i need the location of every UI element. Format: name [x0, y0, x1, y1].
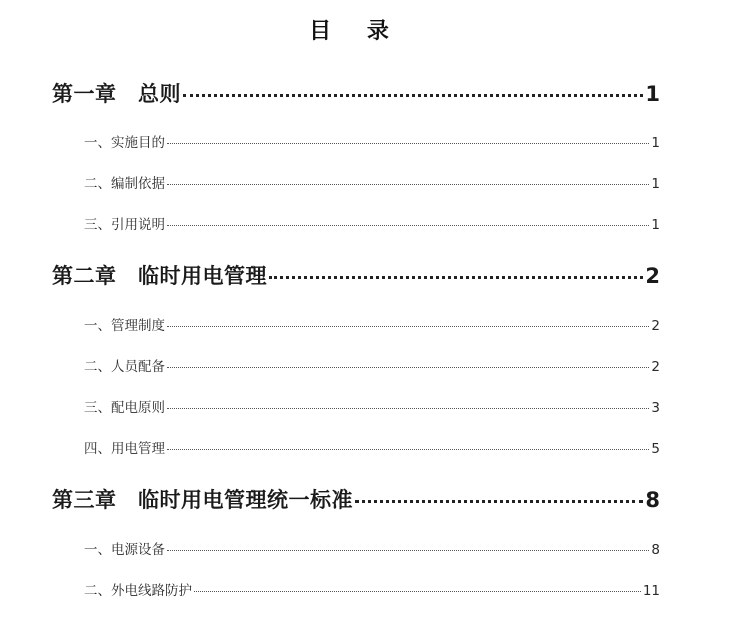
dot-leader: [355, 500, 643, 503]
toc-entry-label: 一、电源设备: [84, 542, 165, 558]
toc-section-3-2[interactable]: [84, 581, 660, 601]
toc-page-number: 8: [645, 488, 660, 512]
toc-section-2-4[interactable]: [84, 439, 660, 459]
dot-leader: [167, 225, 649, 226]
dot-leader: [167, 143, 649, 144]
toc-section-1-1[interactable]: [84, 133, 660, 153]
toc-entry-label: 三、配电原则: [84, 400, 165, 416]
toc-page-number: 8: [651, 542, 660, 558]
toc-page-number: 1: [651, 217, 660, 233]
toc-entry-label: 第一章 总则: [52, 82, 181, 106]
toc-entry-label: 二、编制依据: [84, 176, 165, 192]
toc-entry-label: 四、用电管理: [84, 441, 165, 457]
dot-leader: [167, 550, 649, 551]
toc-section-2-1[interactable]: [84, 316, 660, 336]
toc-page-number: 3: [651, 400, 660, 416]
toc-section-1-3[interactable]: [84, 215, 660, 235]
toc-entry-label: 一、管理制度: [84, 318, 165, 334]
dot-leader: [167, 449, 649, 450]
toc-section-1-2[interactable]: [84, 174, 660, 194]
toc-chapter-2[interactable]: [52, 261, 660, 291]
toc-page-number: 1: [651, 176, 660, 192]
dot-leader: [194, 591, 641, 592]
toc-page-number: 1: [651, 135, 660, 151]
toc-page-number: 2: [645, 264, 660, 288]
toc-section-3-1[interactable]: [84, 540, 660, 560]
toc-section-2-3[interactable]: [84, 398, 660, 418]
toc-page-number: 2: [651, 359, 660, 375]
toc-title: 目 录: [309, 19, 403, 44]
toc-entry-label: 第三章 临时用电管理统一标准: [52, 488, 353, 512]
toc-page-number: 2: [651, 318, 660, 334]
toc-page-number: 11: [642, 583, 660, 599]
dot-leader: [167, 326, 649, 327]
toc-section-2-2[interactable]: [84, 357, 660, 377]
toc-entry-label: 三、引用说明: [84, 217, 165, 233]
toc-entry-label: 一、实施目的: [84, 135, 165, 151]
dot-leader: [167, 408, 649, 409]
dot-leader: [167, 184, 649, 185]
toc-entry-label: 二、外电线路防护: [84, 583, 192, 599]
dot-leader: [183, 94, 643, 97]
toc-entry-label: 二、人员配备: [84, 359, 165, 375]
dot-leader: [269, 276, 643, 279]
toc-chapter-3[interactable]: [52, 485, 660, 515]
dot-leader: [167, 367, 649, 368]
toc-entry-label: 第二章 临时用电管理: [52, 264, 267, 288]
toc-chapter-1[interactable]: [52, 79, 660, 109]
toc-page-number: 1: [645, 82, 660, 106]
toc-page-number: 5: [651, 441, 660, 457]
